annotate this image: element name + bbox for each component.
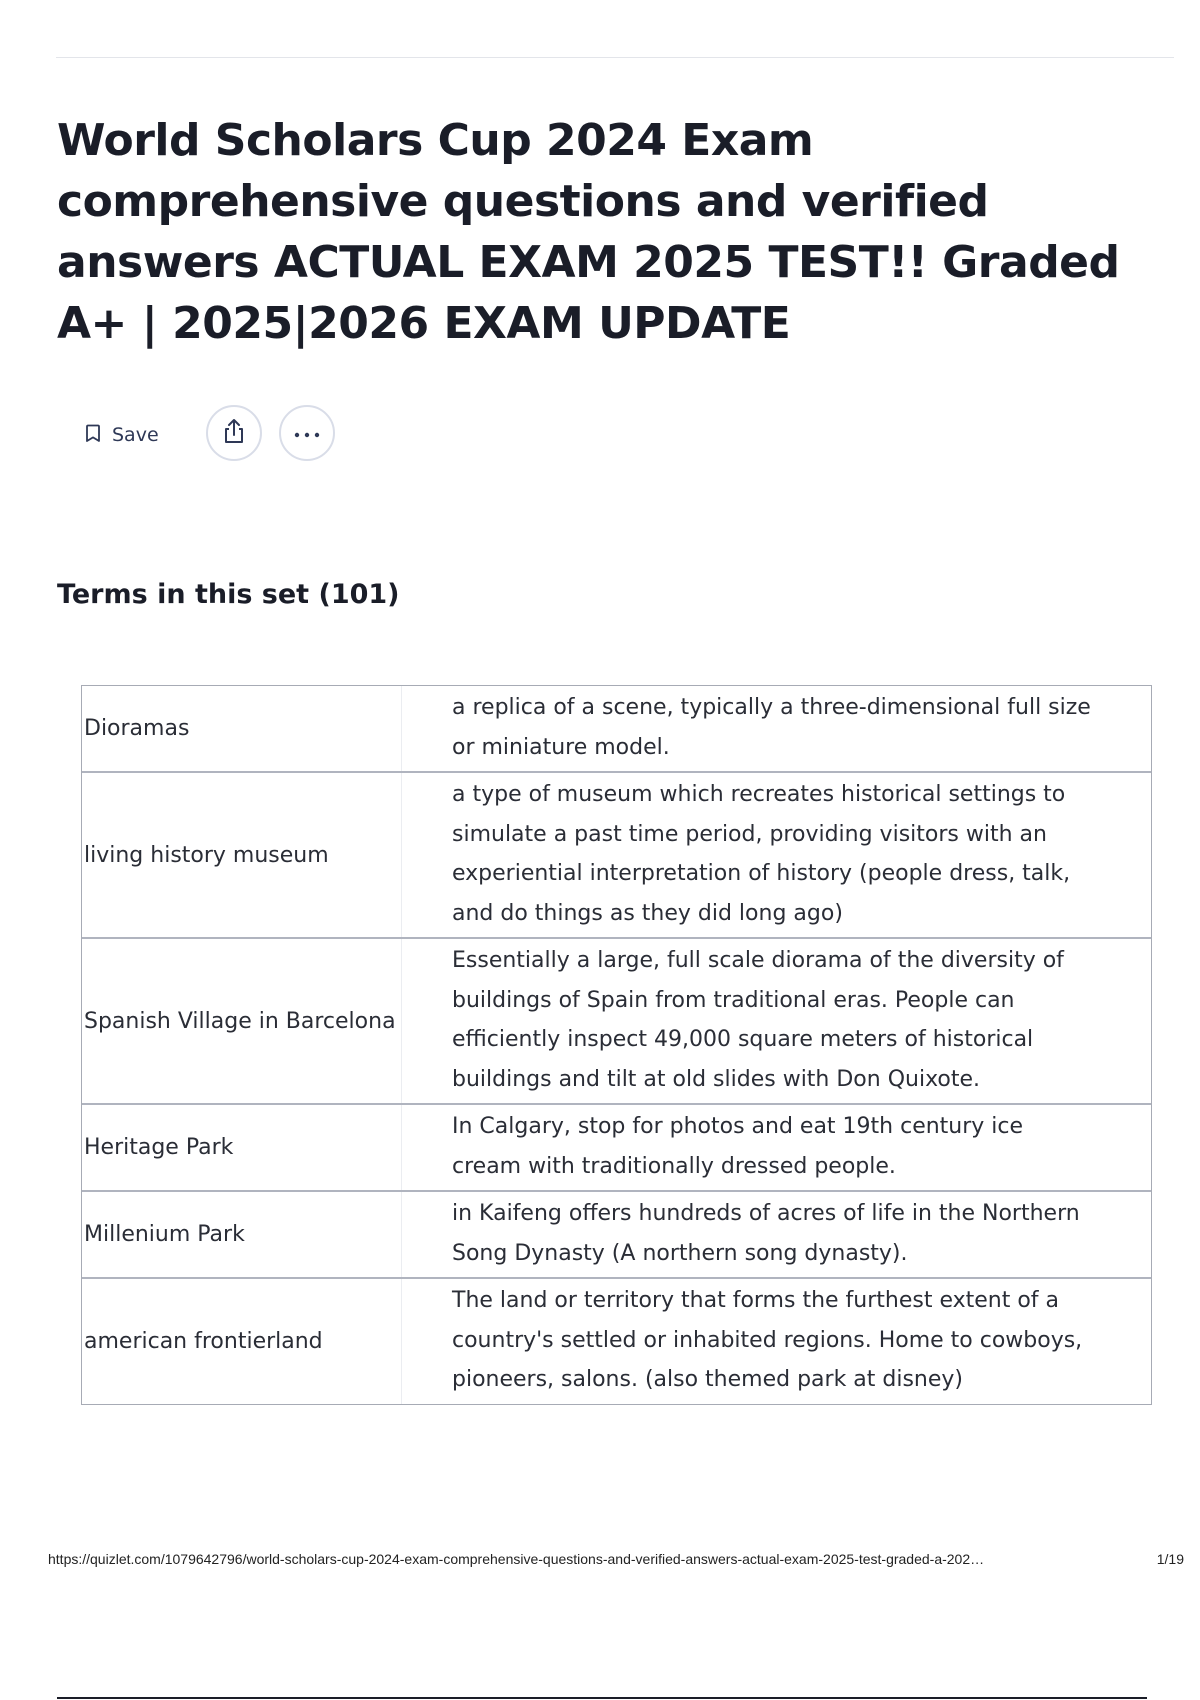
more-options-button[interactable] bbox=[279, 405, 335, 461]
term-word: Spanish Village in Barcelona bbox=[82, 939, 402, 1103]
bookmark-icon bbox=[84, 423, 102, 448]
term-row bbox=[82, 773, 1151, 939]
header-divider bbox=[56, 57, 1174, 58]
term-word: Dioramas bbox=[82, 686, 402, 771]
term-definition: in Kaifeng offers hundreds of acres of life in the Northern Song Dynasty (A northern song dynasty). bbox=[452, 1201, 1080, 1266]
bottom-divider bbox=[57, 1697, 1147, 1699]
term-definition: a replica of a scene, typically a three-dimensional full size or miniature model. bbox=[452, 695, 1091, 760]
save-button[interactable] bbox=[84, 419, 159, 451]
term-definition: The land or territory that forms the furthest extent of a country's settled or inhabited regions. Home to cowboys, pioneers, salons. (also themed park at disney) bbox=[452, 1288, 1083, 1392]
term-row bbox=[82, 1279, 1151, 1404]
share-button[interactable] bbox=[206, 405, 262, 461]
term-definition: In Calgary, stop for photos and eat 19th century ice cream with traditionally dressed people. bbox=[452, 1114, 1024, 1179]
term-word: Heritage Park bbox=[82, 1105, 402, 1190]
page-title: World Scholars Cup 2024 Exam comprehensive questions and verified answers ACTUAL EXAM 2025 TEST!! Graded A+ | 2025|2026 EXAM UPDATE bbox=[57, 115, 1120, 349]
terms-table bbox=[81, 685, 1152, 1405]
page-number: 1/19 bbox=[1156, 1551, 1184, 1567]
term-row bbox=[82, 1105, 1151, 1192]
share-icon bbox=[221, 417, 247, 449]
term-word: american frontierland bbox=[82, 1279, 402, 1404]
term-word: living history museum bbox=[82, 773, 402, 937]
term-row bbox=[82, 939, 1151, 1105]
term-definition: Essentially a large, full scale diorama of the diversity of buildings of Spain from traditional eras. People can efficiently inspect 49,000 square meters of historical buildings and tilt at old slides with Don Quixote. bbox=[452, 948, 1064, 1092]
term-definition: a type of museum which recreates historical settings to simulate a past time period, providing visitors with an experiential interpretation of history (people dress, talk, and do things as they did long ago) bbox=[452, 782, 1071, 926]
term-word: Millenium Park bbox=[82, 1192, 402, 1277]
term-row bbox=[82, 686, 1151, 773]
page-url: https://quizlet.com/1079642796/world-scholars-cup-2024-exam-comprehensive-questions-and-verified-answers-actual-exam-2025-test-graded-a-202… bbox=[48, 1551, 985, 1567]
save-label: Save bbox=[112, 424, 159, 446]
term-row bbox=[82, 1192, 1151, 1279]
more-horizontal-icon bbox=[293, 424, 321, 443]
terms-heading: Terms in this set (101) bbox=[57, 579, 400, 610]
